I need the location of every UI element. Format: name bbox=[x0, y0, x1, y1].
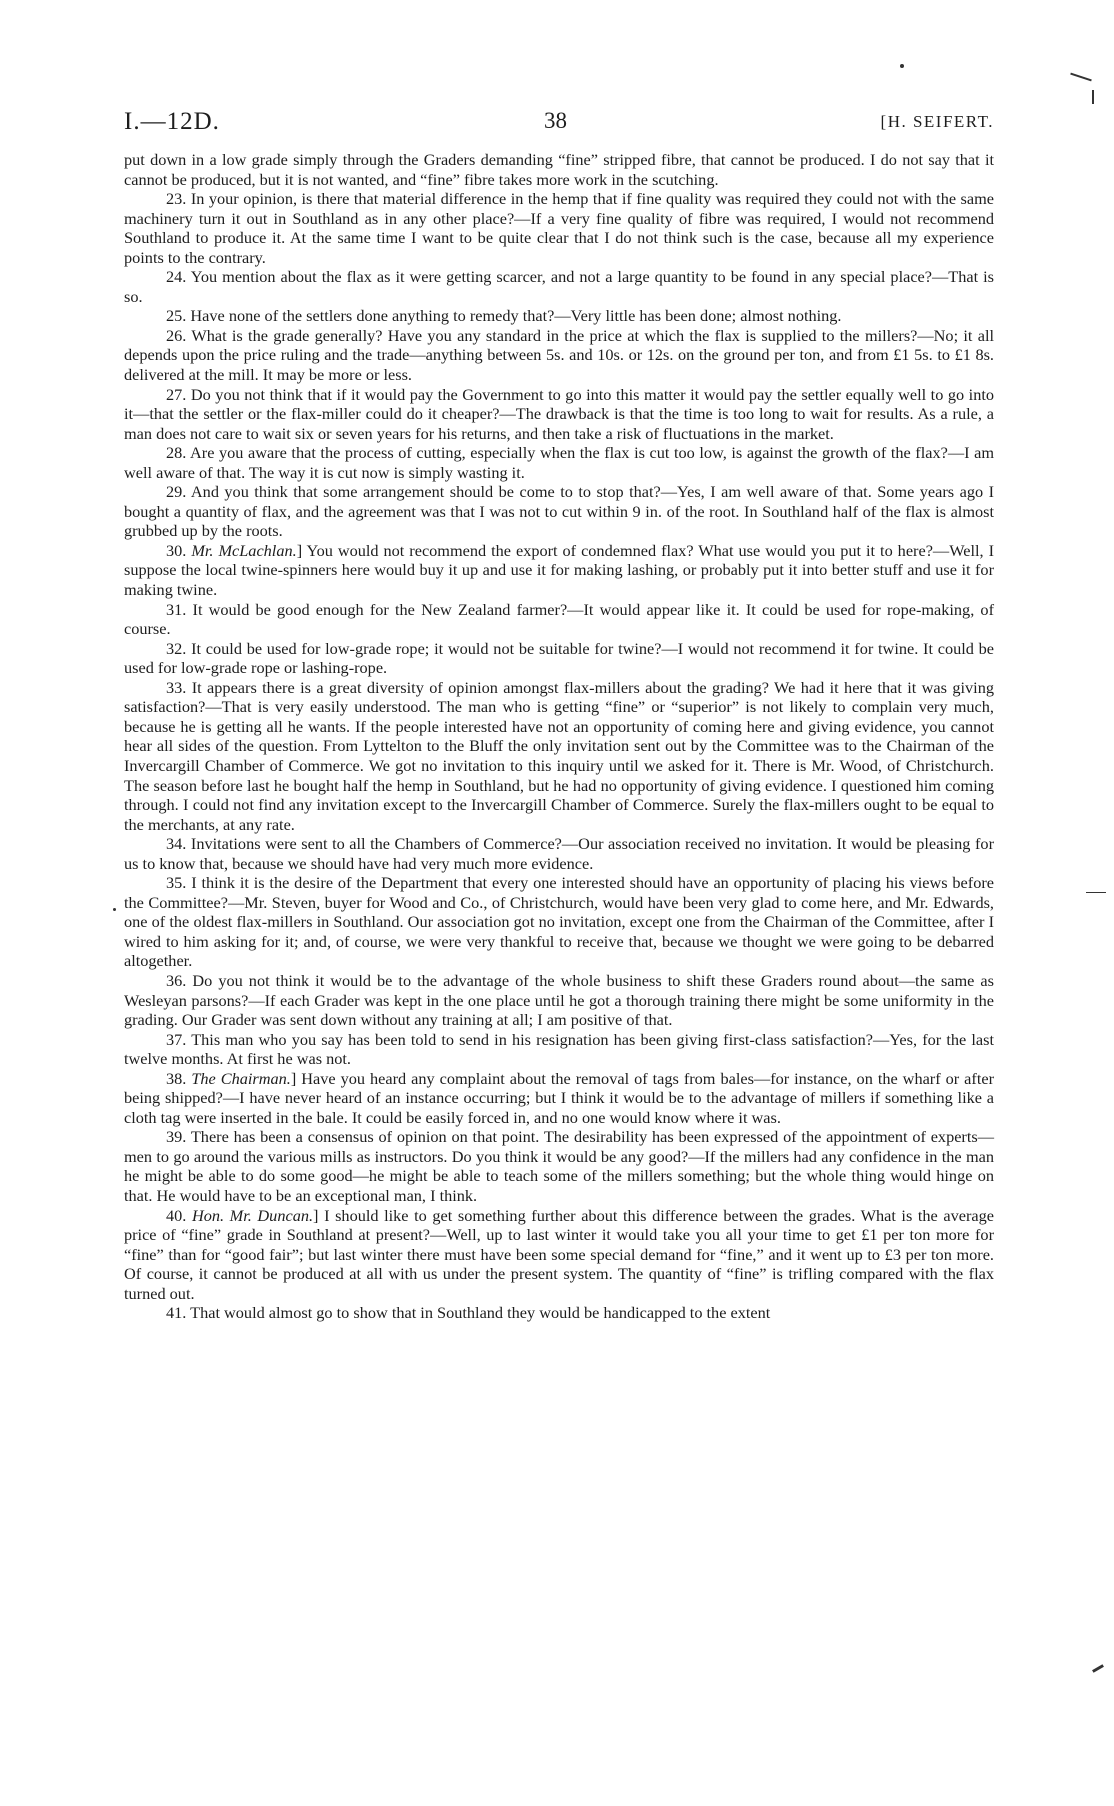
page-header bbox=[124, 108, 994, 150]
scan-mark-top-right-tail bbox=[1092, 90, 1094, 104]
scan-mark-left-dot bbox=[113, 908, 116, 911]
question-number: 40. bbox=[166, 1205, 192, 1225]
paper-reference: I.—12D. bbox=[124, 108, 220, 135]
scan-mark-right-middle bbox=[1086, 892, 1106, 893]
question-32: 32. It could be used for low-grade rope; it would not be suitable for twine?—I would not recommend it for twine. It could be used for low-grade rope or lashing-rope. bbox=[124, 638, 994, 678]
question-23: 23. In your opinion, is there that material difference in the hemp that if fine quality was required they could not with the same machinery turn it out in Southland as in any other place?—If a very fine quality of fibre was required, I would not recommend Southland to produce it. At the same time I want to be quite clear that I do not think such is the case, because all my experience points to the contrary. bbox=[124, 189, 994, 267]
document-body bbox=[124, 150, 994, 1323]
question-35: 35. I think it is the desire of the Department that every one interested should have an opportunity of placing his views before the Committee?—Mr. Steven, buyer for Wood and Co., of Christchurch, would have been very glad to come here, and Mr. Edwards, one of the oldest flax-millers in Southland. Our association got no invitation, except one from the Chairman of the Committee, after I wired to him asking for it; and, of course, we were very thankful to receive that, because we thought we were going to be debarred altogether. bbox=[124, 873, 994, 971]
page-number: 38 bbox=[544, 108, 567, 133]
speaker-name: The Chairman. bbox=[191, 1068, 291, 1088]
speaker-name: Hon. Mr. Duncan. bbox=[191, 1205, 314, 1225]
scan-dot-top bbox=[900, 64, 904, 68]
question-37: 37. This man who you say has been told to send in his resignation has been giving first-class satisfaction?—Yes, for the last twelve months. At first he was not. bbox=[124, 1029, 994, 1069]
question-27: 27. Do you not think that if it would pay the Government to go into this matter it would pay the settler equally well to go into it—that the settler or the flax-miller could do it cheaper?—The drawback is that the time is too long to wait for results. As a rule, a man does not care to wait six or seven years for his returns, and then take a risk of fluctuations in the market. bbox=[124, 384, 994, 443]
question-24: 24. You mention about the flax as it were getting scarcer, and not a large quantity to be found in any special place?—That is so. bbox=[124, 267, 994, 306]
question-39: 39. There has been a consensus of opinion on that point. The desirability has been expressed of the appointment of experts—men to go around the various mills as instructors. Do you think it would be any good?—If the millers had any confidence in the man he might be able to do some good—he might be able to teach some of the millers something; but the whole thing would hinge on that. He would have to be an exceptional man, I think. bbox=[124, 1127, 994, 1205]
question-number: 38. bbox=[166, 1068, 192, 1088]
paragraph-continuation: put down in a low grade simply through the Graders demanding “fine” stripped fibre, that cannot be produced. I do not say that it cannot be produced, but it is not wanted, and “fine” fibre takes more work in the scutching. bbox=[124, 150, 994, 189]
question-29: 29. And you think that some arrangement should be come to to stop that?—Yes, I am well aware of that. Some years ago I bought a quantity of flax, and the agreement was that I was not to cut within 9 in. of the root. In Southland half of the flax is almost grubbed up by the roots. bbox=[124, 482, 994, 541]
question-text: ] You would not recommend the export of condemned flax? What use would you put it to here?—Well, I suppose the local twine-spinners here would buy it up and use it for making lashing, or probably put it into better stuff and use it for making twine. bbox=[124, 540, 994, 600]
question-28: 28. Are you aware that the process of cutting, especially when the flax is cut too low, is against the growth of the flax?—I am well aware of that. The way it is cut now is simply wasting it. bbox=[124, 443, 994, 482]
question-41: 41. That would almost go to show that in Southland they would be handicapped to the extent bbox=[166, 1303, 771, 1323]
question-text: ] Have you heard any complaint about the removal of tags from bales—for instance, on the wharf or after being shipped?—I have never heard of an instance occurring; but I think it would be to the advantage of millers if something like a cloth tag were inserted in the bale. It could be easily forced in, and no one would know where it was. bbox=[124, 1068, 995, 1127]
question-number: 30. bbox=[166, 540, 192, 560]
scan-mark-bottom-right bbox=[1092, 1664, 1104, 1673]
question-38 bbox=[124, 1069, 994, 1128]
document-page bbox=[124, 108, 994, 1323]
question-31: 31. It would be good enough for the New Zealand farmer?—It would appear like it. It could be used for rope-making, of course. bbox=[124, 599, 994, 639]
question-26: 26. What is the grade generally? Have you any standard in the price at which the flax is supplied to the millers?—No; it all depends upon the price ruling and the trade—anything between 5s. and 10s. or 12s. on the ground per ton, and from £1 5s. to £1 8s. delivered at the mill. It may be more or less. bbox=[124, 325, 994, 385]
question-text: ] I should like to get something further about this difference between the grades. What is the average price of “fine” grade in Southland at present?—Well, up to last winter it would take you all your time to get £1 per ton more for “fine” than for “good fair”; but last winter there must have been some special demand for “fine,” and it went up to £3 per ton more. Of course, it cannot be produced at all with us under the present system. The quantity of “fine” is trifling compared with the flax turned out. bbox=[124, 1205, 994, 1303]
question-34: 34. Invitations were sent to all the Chambers of Commerce?—Our association received no invitation. It would be pleasing for us to know that, because we should have had very much more evidence. bbox=[124, 834, 994, 873]
question-36: 36. Do you not think it would be to the advantage of the whole business to shift these Graders round about—the same as Wesleyan parsons?—If each Grader was kept in the one place until he got a thorough training there might be some uniformity in the grading. Our Grader was sent down without any training at all; I am positive of that. bbox=[124, 970, 994, 1030]
scan-mark-top-right bbox=[1070, 73, 1092, 82]
speaker-name: Mr. McLachlan. bbox=[191, 540, 297, 560]
question-25: 25. Have none of the settlers done anything to remedy that?—Very little has been done; almost nothing. bbox=[166, 306, 842, 326]
question-30 bbox=[124, 541, 994, 600]
question-40 bbox=[124, 1206, 994, 1304]
witness-name: [H. SEIFERT. bbox=[880, 112, 994, 131]
question-33: 33. It appears there is a great diversity of opinion amongst flax-millers about the grading? We had it here that it was giving satisfaction?—That is very easily understood. The man who is getting “fine” or “superior” is not likely to complain very much, because he is getting all he wants. If the people interested have not an opportunity of coming here and giving evidence, you cannot hear all sides of the question. From Lyttelton to the Bluff the only invitation sent out by the Committee was to the Chairman of the Invercargill Chamber of Commerce. We got no invitation to this inquiry until we asked for it. There is Mr. Wood, of Christchurch. The season before last he bought half the hemp in Southland, but he had no opportunity of giving evidence. I questioned him coming through. I could not find any invitation except to the Invercargill Chamber of Commerce. Surely the flax-millers ought to be equal to the merchants, at any rate. bbox=[124, 677, 994, 834]
